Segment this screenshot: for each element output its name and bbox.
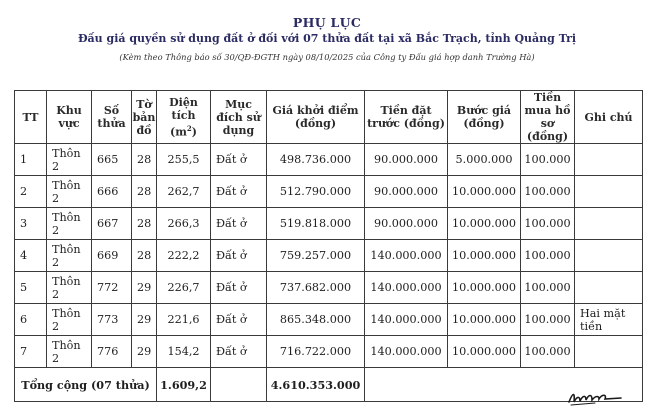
cell-khu-vuc: Thôn 2 <box>47 208 92 240</box>
document-subtitle: Đấu giá quyền sử dụng đất ở đối với 07 thửa đất tại xã Bắc Trạch, tỉnh Quảng Trị <box>77 32 577 45</box>
table-row <box>15 304 643 336</box>
cell-tien-mua-ho-so: 100.000 <box>521 176 575 208</box>
cell-muc-dich: Đất ở <box>211 176 267 208</box>
col-header-muc-dich: Mục đích sử dụng <box>211 91 267 144</box>
signature-scribble <box>565 380 625 410</box>
document-title: PHỤ LỤC <box>292 15 362 30</box>
cell-dien-tich: 222,2 <box>157 240 211 272</box>
cell-tt: 3 <box>15 208 47 240</box>
col-header-gia-khoi-diem: Giá khởi điểm (đồng) <box>267 91 365 144</box>
total-gia-khoi-diem: 4.610.353.000 <box>267 368 365 402</box>
cell-khu-vuc: Thôn 2 <box>47 176 92 208</box>
cell-so-thua: 776 <box>92 336 132 368</box>
cell-tien-dat-truoc: 140.000.000 <box>365 240 448 272</box>
cell-so-thua: 669 <box>92 240 132 272</box>
col-header-tien-dat-truoc: Tiền đặt trước (đồng) <box>365 91 448 144</box>
table-row <box>15 208 643 240</box>
cell-buoc-gia: 10.000.000 <box>448 208 521 240</box>
cell-gia-khoi-diem: 519.818.000 <box>267 208 365 240</box>
cell-gia-khoi-diem: 716.722.000 <box>267 336 365 368</box>
col-header-ghi-chu: Ghi chú <box>575 91 643 144</box>
cell-buoc-gia: 10.000.000 <box>448 176 521 208</box>
cell-tien-mua-ho-so: 100.000 <box>521 272 575 304</box>
cell-so-thua: 772 <box>92 272 132 304</box>
cell-muc-dich: Đất ở <box>211 208 267 240</box>
cell-ghi-chu: Hai mặt tiền <box>575 304 643 336</box>
cell-to-ban-do: 28 <box>132 176 157 208</box>
table-row <box>15 336 643 368</box>
cell-ghi-chu <box>575 208 643 240</box>
cell-muc-dich: Đất ở <box>211 240 267 272</box>
cell-tien-dat-truoc: 140.000.000 <box>365 336 448 368</box>
cell-ghi-chu <box>575 272 643 304</box>
total-empty-cell <box>211 368 267 402</box>
cell-muc-dich: Đất ở <box>211 272 267 304</box>
cell-khu-vuc: Thôn 2 <box>47 144 92 176</box>
cell-gia-khoi-diem: 498.736.000 <box>267 144 365 176</box>
cell-tien-dat-truoc: 140.000.000 <box>365 304 448 336</box>
col-header-tt: TT <box>15 91 47 144</box>
dien-tich-unit: (m <box>170 125 187 139</box>
cell-gia-khoi-diem: 865.348.000 <box>267 304 365 336</box>
cell-tien-mua-ho-so: 100.000 <box>521 144 575 176</box>
cell-tt: 1 <box>15 144 47 176</box>
cell-muc-dich: Đất ở <box>211 304 267 336</box>
col-header-buoc-gia: Bước giá (đồng) <box>448 91 521 144</box>
table-row <box>15 176 643 208</box>
cell-muc-dich: Đất ở <box>211 144 267 176</box>
cell-tien-dat-truoc: 90.000.000 <box>365 144 448 176</box>
cell-tien-dat-truoc: 90.000.000 <box>365 208 448 240</box>
cell-khu-vuc: Thôn 2 <box>47 304 92 336</box>
cell-ghi-chu <box>575 336 643 368</box>
cell-buoc-gia: 10.000.000 <box>448 240 521 272</box>
cell-khu-vuc: Thôn 2 <box>47 240 92 272</box>
cell-dien-tich: 221,6 <box>157 304 211 336</box>
col-header-so-thua: Số thửa <box>92 91 132 144</box>
table-row <box>15 272 643 304</box>
cell-khu-vuc: Thôn 2 <box>47 272 92 304</box>
cell-tt: 6 <box>15 304 47 336</box>
cell-to-ban-do: 29 <box>132 272 157 304</box>
cell-so-thua: 665 <box>92 144 132 176</box>
auction-table <box>14 90 643 402</box>
dien-tich-exp: 2 <box>186 123 192 133</box>
cell-gia-khoi-diem: 759.257.000 <box>267 240 365 272</box>
cell-gia-khoi-diem: 737.682.000 <box>267 272 365 304</box>
cell-to-ban-do: 29 <box>132 336 157 368</box>
cell-gia-khoi-diem: 512.790.000 <box>267 176 365 208</box>
cell-tien-dat-truoc: 90.000.000 <box>365 176 448 208</box>
col-header-to-ban-do: Tờ bản đồ <box>132 91 157 144</box>
cell-tt: 7 <box>15 336 47 368</box>
cell-so-thua: 667 <box>92 208 132 240</box>
cell-buoc-gia: 5.000.000 <box>448 144 521 176</box>
cell-to-ban-do: 28 <box>132 240 157 272</box>
cell-buoc-gia: 10.000.000 <box>448 304 521 336</box>
total-label: Tổng cộng (07 thửa) <box>15 368 157 402</box>
col-header-tien-mua-ho-so: Tiền mua hồ sơ (đồng) <box>521 91 575 144</box>
cell-dien-tich: 226,7 <box>157 272 211 304</box>
cell-so-thua: 773 <box>92 304 132 336</box>
cell-tien-mua-ho-so: 100.000 <box>521 304 575 336</box>
cell-tien-dat-truoc: 140.000.000 <box>365 272 448 304</box>
cell-muc-dich: Đất ở <box>211 336 267 368</box>
cell-tt: 5 <box>15 272 47 304</box>
cell-dien-tich: 266,3 <box>157 208 211 240</box>
cell-dien-tich: 262,7 <box>157 176 211 208</box>
total-dien-tich: 1.609,2 <box>157 368 211 402</box>
cell-tien-mua-ho-so: 100.000 <box>521 240 575 272</box>
cell-ghi-chu <box>575 240 643 272</box>
cell-ghi-chu <box>575 144 643 176</box>
cell-to-ban-do: 28 <box>132 144 157 176</box>
cell-buoc-gia: 10.000.000 <box>448 272 521 304</box>
cell-dien-tich: 154,2 <box>157 336 211 368</box>
cell-tt: 4 <box>15 240 47 272</box>
cell-buoc-gia: 10.000.000 <box>448 336 521 368</box>
dien-tich-label: Diện tích <box>169 95 198 122</box>
table-header-row <box>15 91 643 144</box>
col-header-khu-vuc: Khu vực <box>47 91 92 144</box>
table-row <box>15 144 643 176</box>
document-note: (Kèm theo Thông báo số 30/QĐ-ĐGTH ngày 08/10/2025 của Công ty Đấu giá hợp danh Trường Hà) <box>119 52 535 62</box>
cell-ghi-chu <box>575 176 643 208</box>
cell-tt: 2 <box>15 176 47 208</box>
cell-tien-mua-ho-so: 100.000 <box>521 208 575 240</box>
cell-khu-vuc: Thôn 2 <box>47 336 92 368</box>
cell-so-thua: 666 <box>92 176 132 208</box>
cell-to-ban-do: 29 <box>132 304 157 336</box>
cell-tien-mua-ho-so: 100.000 <box>521 336 575 368</box>
table-row <box>15 240 643 272</box>
dien-tich-close: ) <box>191 125 197 139</box>
col-header-dien-tich <box>157 91 211 144</box>
table-total-row <box>15 368 643 402</box>
cell-dien-tich: 255,5 <box>157 144 211 176</box>
cell-to-ban-do: 28 <box>132 208 157 240</box>
